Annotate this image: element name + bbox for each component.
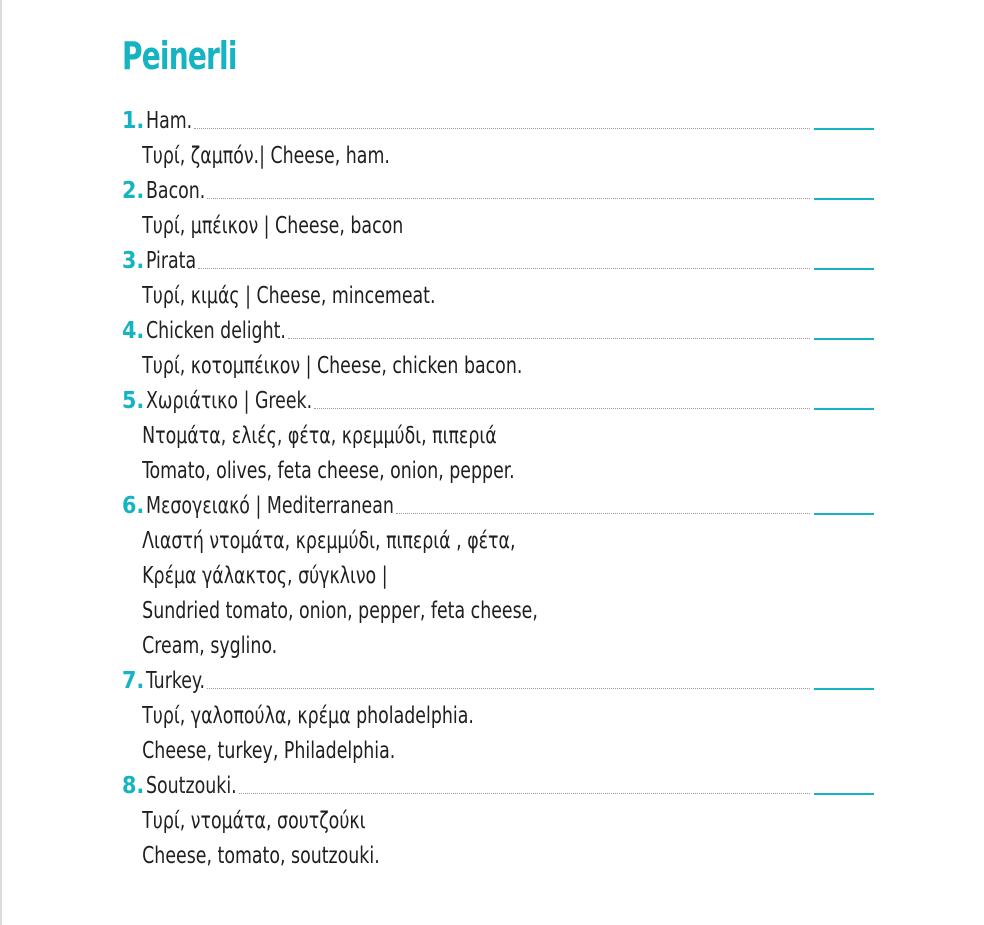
menu-item-header <box>122 244 874 279</box>
menu-item-header <box>122 489 874 524</box>
dot-leader <box>288 338 810 339</box>
item-description-line: Τυρί, ζαμπόν.| Cheese, ham. <box>142 143 390 169</box>
item-number: 6. <box>122 493 145 519</box>
price-placeholder-line <box>814 513 874 515</box>
dot-leader <box>194 128 810 129</box>
menu-item-header <box>122 384 874 419</box>
dot-leader <box>207 688 810 689</box>
price-placeholder-line <box>814 268 874 270</box>
menu-item-header <box>122 314 874 349</box>
item-number: 2. <box>122 178 145 204</box>
item-number: 5. <box>122 388 145 414</box>
item-description-line: Τυρί, γαλοπούλα, κρέμα pholadelphia. <box>142 703 474 729</box>
menu-item-header <box>122 174 874 209</box>
item-name: Bacon. <box>146 178 206 204</box>
dot-leader <box>207 198 810 199</box>
menu-item-header <box>122 664 874 699</box>
menu-item <box>122 314 874 384</box>
item-number: 8. <box>122 773 145 799</box>
price-placeholder-line <box>814 688 874 690</box>
menu-title: Peinerli <box>122 34 237 78</box>
item-description-line: Τυρί, κοτομπέικον | Cheese, chicken bacon. <box>142 353 523 379</box>
price-placeholder-line <box>814 198 874 200</box>
menu-item <box>122 489 874 664</box>
item-description-line: Τυρί, κιμάς | Cheese, mincemeat. <box>142 283 436 309</box>
item-number: 3. <box>122 248 145 274</box>
item-number: 4. <box>122 318 145 344</box>
menu-list <box>122 104 874 874</box>
menu-item-header <box>122 769 874 804</box>
menu-item <box>122 174 874 244</box>
dot-leader <box>314 408 810 409</box>
item-description-line: Ντομάτα, ελιές, φέτα, κρεμμύδι, πιπεριά <box>142 423 497 449</box>
item-name: Ham. <box>146 108 193 134</box>
item-description-line: Τυρί, ντομάτα, σουτζούκι <box>142 808 366 834</box>
item-name: Turkey. <box>146 668 205 694</box>
price-placeholder-line <box>814 408 874 410</box>
price-placeholder-line <box>814 793 874 795</box>
page-edge <box>0 0 2 925</box>
menu-item <box>122 664 874 769</box>
item-description-line: Tomato, olives, feta cheese, onion, pepper. <box>142 458 515 484</box>
menu-item-header <box>122 104 874 139</box>
item-description-line: Λιαστή ντομάτα, κρεμμύδι, πιπεριά , φέτα, <box>142 528 516 554</box>
price-placeholder-line <box>814 128 874 130</box>
item-number: 7. <box>122 668 145 694</box>
item-description-line: Τυρί, μπέικον | Cheese, bacon <box>142 213 404 239</box>
item-description-line: Cheese, tomato, soutzouki. <box>142 843 380 869</box>
item-number: 1. <box>122 108 145 134</box>
price-placeholder-line <box>814 338 874 340</box>
item-name: Χωριάτικο | Greek. <box>146 388 313 414</box>
dot-leader <box>239 793 810 794</box>
item-description-line: Cheese, turkey, Philadelphia. <box>142 738 396 764</box>
dot-leader <box>396 513 810 514</box>
item-description-line: Sundried tomato, onion, pepper, feta cheese, <box>142 598 538 624</box>
dot-leader <box>198 268 810 269</box>
item-description-line: Cream, syglino. <box>142 633 278 659</box>
item-name: Soutzouki. <box>146 773 237 799</box>
item-name: Μεσογειακό | Mediterranean <box>146 493 394 519</box>
item-name: Pirata <box>146 248 197 274</box>
menu-item <box>122 384 874 489</box>
menu-item <box>122 244 874 314</box>
menu-item <box>122 104 874 174</box>
item-description-line: Κρέμα γάλακτος, σύγκλινο | <box>142 563 388 589</box>
menu-item <box>122 769 874 874</box>
item-name: Chicken delight. <box>146 318 286 344</box>
